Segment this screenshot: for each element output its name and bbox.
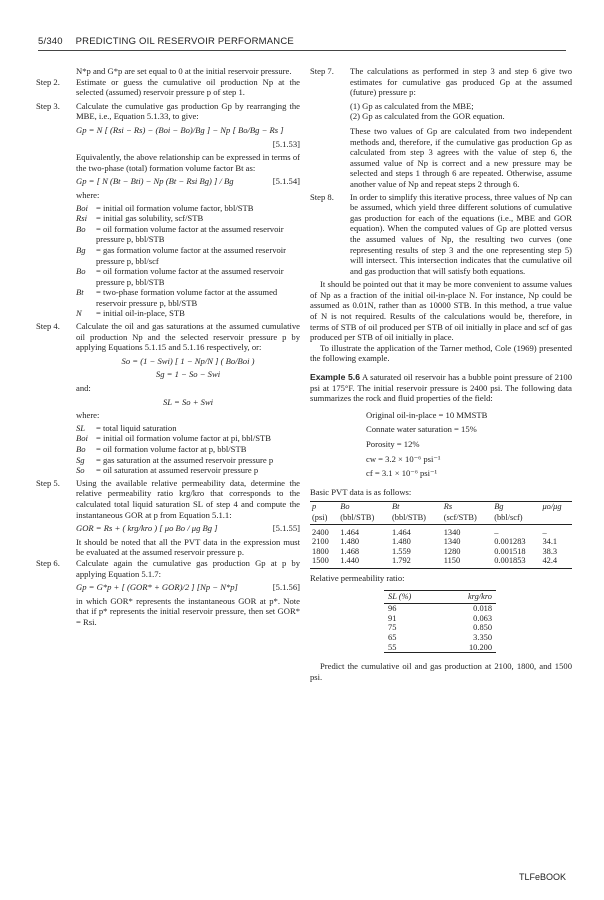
- closing-text: Predict the cumulative oil and gas production at 2100, 1800, and 1500 psi.: [310, 661, 572, 682]
- definition-text: = initial oil formation volume factor at pi, bbl/STB: [92, 433, 300, 444]
- definition-row: [76, 423, 300, 434]
- step-text: The calculations as performed in step 3 and step 6 give two estimates for cumulative gas produced Gp at the assumed (future) pressure p:: [350, 66, 572, 98]
- where-label: where:: [76, 189, 100, 200]
- definition-row: [76, 444, 300, 455]
- table-cell: 34.1: [542, 537, 558, 547]
- step-text: Calculate the oil and gas saturations at the assumed cumulative oil production Np and the selected reservoir pressure p by applying Equations 5.1.15 and 5.1.16 respectively, or:: [76, 321, 300, 353]
- definition-list-2: [76, 423, 300, 476]
- table-cell: 0.001283: [494, 537, 526, 547]
- relperm-table: [384, 590, 496, 654]
- column-header: Rs: [443, 502, 453, 512]
- column-header: Bo: [340, 502, 350, 512]
- table-row: [384, 633, 496, 643]
- pvt-table: [310, 501, 572, 569]
- pvt-note: It should be noted that all the PVT data in the expression must be evaluated at the assumed reservoir pressure p.: [76, 536, 300, 558]
- definition-text: = initial oil-in-place, STB: [92, 308, 300, 319]
- definition-text: = initial gas solubility, scf/STB: [92, 213, 300, 224]
- equation-text: SL = So + Swi: [162, 396, 214, 407]
- step-label: Step 6.: [36, 557, 60, 568]
- property-item: Connate water saturation = 15%: [366, 424, 477, 435]
- step-7-para: These two values of Gp are calculated from two independent methods and, therefore, if the cumulative gas production Gp as calculated from step 3 agrees with the value of step 6, the assumed value of Np is correct and a new pressure may be selected and steps 1 through 6 are repeated. Otherwise, assume another value of Np and repeat steps 2 through 6.: [350, 125, 572, 189]
- equation-sg: [36, 369, 300, 380]
- definition-symbol: Boi: [76, 433, 88, 444]
- definition-symbol: Bg: [76, 244, 86, 255]
- relperm-intro: Relative permeability ratio:: [310, 572, 405, 583]
- paragraph: It should be pointed out that it may be more convenient to assume values of Np as a fraction of the initial oil-in-place N. For instance, Np could be assumed as 0.01N, rather than as 10000 STB. In this method, a true value of N is not required. Results of the calculations would be, therefore, in terms of STB of oil produced per STB of oil initially in place and scf of gas produced per STB of oil initially in place.: [310, 279, 572, 343]
- equation-text: Sg = 1 − So − Swi: [155, 369, 221, 380]
- property-list: [366, 410, 572, 479]
- property-item: Original oil-in-place = 10 MMSTB: [366, 409, 488, 420]
- definition-row: [76, 287, 300, 308]
- table-cell: –: [494, 527, 499, 537]
- definition-text: = gas saturation at the assumed reservoir pressure p: [92, 455, 300, 466]
- definition-row: [76, 224, 300, 245]
- definition-symbol: Bt: [76, 287, 84, 298]
- table-cell: 1500: [310, 556, 338, 568]
- table-cell: 0.018: [473, 604, 492, 614]
- step-label: Step 8.: [310, 191, 334, 202]
- table-row: [384, 604, 496, 614]
- table-cell: 1.559: [392, 546, 411, 556]
- table-row: [384, 614, 496, 624]
- equation-text: GOR = Rs + ( krg/kro ) [ μo Bo / μg Bg ]: [76, 523, 218, 534]
- equivalence-text: Equivalently, the above relationship can be expressed in terms of the two-phase (total) formation volume factor Bt as:: [76, 152, 300, 173]
- definition-text: = two-phase formation volume factor at the assumed reservoir pressure p, bbl/STB: [92, 287, 300, 308]
- definition-text: = oil formation volume factor at the assumed reservoir pressure p, bbl/STB: [92, 266, 300, 287]
- equation-5-1-53: [36, 125, 300, 136]
- definition-symbol: Bo: [76, 444, 86, 454]
- definition-row: [76, 455, 300, 466]
- definition-symbol: N: [76, 308, 82, 319]
- table-header-row: [310, 502, 572, 513]
- table-cell: 55: [384, 643, 439, 653]
- definition-text: = oil formation volume factor at the assumed reservoir pressure p, bbl/STB: [92, 224, 300, 245]
- definition-text: = total liquid saturation: [92, 423, 300, 434]
- table-cell: 1.440: [338, 556, 390, 568]
- step-text: Using the available relative permeability data, determine the relative permeability ratio krg/kro that corresponds to the calculated total liquid saturation SL of step 4 and compute the instantaneous GOR at p from Equation 5.1.1:: [76, 477, 300, 520]
- definition-text: = initial oil formation volume factor, bbl/STB: [92, 203, 300, 214]
- table-cell: 0.850: [473, 623, 492, 633]
- step-label: Step 7.: [310, 66, 334, 76]
- column-unit: [540, 513, 572, 524]
- property-item: cf = 3.1 × 10⁻⁶ psi⁻¹: [366, 468, 438, 479]
- table-cell: 65: [388, 632, 397, 642]
- table-cell: 2400: [312, 527, 329, 537]
- equation-number-row: [36, 139, 300, 150]
- table-cell: 0.063: [473, 613, 492, 623]
- table-cell: 0.001853: [492, 556, 540, 568]
- step-label: Step 2.: [36, 76, 60, 87]
- step-label: Step 4.: [36, 321, 60, 332]
- table-body: [310, 524, 572, 568]
- equation-text: So = (1 − Swi) [ 1 − Np/N ] ( Bo/Boi ): [121, 355, 255, 366]
- column-unit: (bbl/scf): [494, 512, 523, 522]
- table-cell: 1280: [443, 546, 461, 556]
- table-cell: 75: [388, 623, 397, 633]
- table-cell: 38.3: [542, 546, 558, 556]
- list-item: (2) Gp as calculated from the GOR equation.: [350, 111, 505, 122]
- step-6: [36, 558, 300, 579]
- table-row: [310, 524, 572, 537]
- equation-so: [36, 356, 300, 367]
- definition-row: [76, 266, 300, 287]
- table-cell: 96: [388, 604, 397, 614]
- step-7: [310, 66, 572, 98]
- table-units-row: [310, 513, 572, 524]
- equation-text: Gp = N [ (Rsi − Rs) − (Boi − Bo)/Bg ] − Np [ Bo/Bg − Rs ]: [76, 124, 284, 135]
- definition-row: [76, 203, 300, 214]
- equation-number: [5.1.54]: [272, 176, 300, 187]
- table-cell: 1150: [442, 556, 492, 568]
- example-block: [310, 372, 572, 404]
- step-8: [310, 192, 572, 277]
- step-text: In order to simplify this iterative process, three values of Np can be assumed, which yield three different solutions of cumulative gas production for each of the equations (i.e., MBE and GOR equation). When the computed values of Gp are plotted versus the assumed values of Np, the resulting two curves (one representing results of step 3 and the one representing step 5) will intersect. This intersection indicates that the cumulative oil and gas production that will satisfy both equations.: [350, 191, 572, 276]
- definition-row: [76, 213, 300, 224]
- equation-sl: [36, 397, 300, 408]
- step-label: Step 3.: [36, 100, 60, 111]
- table-cell: 1.464: [340, 527, 360, 537]
- step-6-after: in which GOR* represents the instantaneous GOR at p*. Note that if p* represents the initial reservoir pressure, then set GOR* = Rsi.: [76, 595, 300, 627]
- equation-number: [5.1.55]: [272, 523, 300, 534]
- equation-number: [5.1.53]: [272, 138, 300, 149]
- footer-brand: TLFeBOOK: [518, 872, 566, 882]
- where-label: where:: [76, 410, 100, 421]
- table-cell: 91: [388, 613, 397, 623]
- table-cell: 3.350: [473, 632, 492, 642]
- equation-5-1-54: [36, 176, 300, 187]
- step-text: Estimate or guess the cumulative oil production Np at the selected (assumed) reservoir pressure p of step 1.: [76, 76, 300, 98]
- example-text: A saturated oil reservoir has a bubble point pressure of 2100 psi at 175°F. The initial reservoir pressure is 2400 psi. The following data summarizes the rock and fluid properties of the field:: [310, 372, 572, 404]
- definition-row: [76, 433, 300, 444]
- and-label: and:: [76, 383, 91, 394]
- table-cell: 1340: [443, 537, 461, 547]
- pvt-intro: Basic PVT data is as follows:: [310, 486, 412, 497]
- table-row: [384, 643, 496, 653]
- column-header: Bg: [494, 502, 504, 512]
- table-cell: 42.4: [540, 556, 572, 568]
- equation-text: Gp = G*p + [ (GOR* + GOR)/2 ] [Np − N*p]: [76, 582, 238, 593]
- step-5: [36, 478, 300, 520]
- definition-symbol: Rsi: [76, 213, 87, 224]
- running-header: [38, 36, 566, 51]
- table-cell: 1.480: [340, 537, 360, 547]
- table-row: [384, 623, 496, 633]
- definition-symbol: SL: [76, 422, 86, 433]
- definition-text: = oil formation volume factor at p, bbl/STB: [92, 444, 300, 455]
- step-text: Calculate the cumulative gas production Gp by rearranging the MBE, i.e., Equation 5.1.33, to give:: [76, 100, 300, 122]
- column-header: krg/kro: [467, 591, 492, 601]
- equation-text: Gp = [ N (Bt − Bti) − Np (Bt − Rsi Bg) ] / Bg: [76, 176, 234, 187]
- table-row: [310, 537, 572, 547]
- table-cell: 0.001518: [494, 546, 526, 556]
- paragraph: To illustrate the application of the Tarner method, Cole (1969) presented the following example.: [310, 342, 572, 364]
- example-title: Example 5.6: [310, 372, 360, 383]
- step-4: [36, 321, 300, 353]
- list-item: (1) Gp as calculated from the MBE;: [350, 100, 474, 111]
- column-unit: (bbl/STB): [392, 512, 426, 522]
- table-row: [310, 556, 572, 568]
- table-body: [384, 604, 496, 653]
- equation-5-1-56: [36, 582, 300, 593]
- column-header: SL (%): [388, 591, 412, 601]
- page-number: 5/340: [38, 36, 63, 47]
- column-header: μo/μg: [542, 502, 562, 512]
- right-column: [310, 66, 572, 682]
- column-header: p: [312, 502, 317, 512]
- intro-text: N*p and G*p are set equal to 0 at the initial reservoir pressure.: [76, 66, 292, 76]
- definition-row: [76, 465, 300, 476]
- definition-row: [76, 308, 300, 319]
- table-cell: 1.480: [392, 537, 411, 547]
- step-3: [36, 101, 300, 122]
- table-cell: 1.464: [392, 527, 411, 537]
- column-unit: (scf/STB): [443, 512, 477, 522]
- table-cell: 10.200: [439, 643, 496, 653]
- column-header: Bt: [392, 502, 400, 512]
- definition-symbol: Boi: [76, 202, 88, 213]
- definition-text: = gas formation volume factor at the assumed reservoir pressure p, bbl/scf: [92, 245, 300, 266]
- running-title: PREDICTING OIL RESERVOIR PERFORMANCE: [75, 36, 294, 47]
- property-item: Porosity = 12%: [366, 439, 420, 449]
- property-item: cw = 3.2 × 10⁻⁶ psi⁻¹: [366, 453, 441, 464]
- definition-symbol: Bo: [76, 223, 86, 234]
- column-unit: (bbl/STB): [340, 512, 375, 522]
- table-cell: 1800: [312, 546, 329, 556]
- table-cell: 1.468: [340, 546, 360, 556]
- definition-symbol: Sg: [76, 454, 85, 465]
- step-2: [36, 77, 300, 98]
- step-label: Step 5.: [36, 477, 60, 488]
- table-cell: 2100: [312, 537, 329, 547]
- step-7-list: [310, 101, 572, 122]
- left-column: [36, 66, 300, 628]
- table-cell: 1.792: [390, 556, 442, 568]
- equation-number: [5.1.56]: [272, 582, 300, 593]
- table-cell: –: [542, 527, 547, 537]
- definition-symbol: So: [76, 465, 85, 476]
- column-unit: (psi): [312, 512, 328, 522]
- definition-row: [76, 245, 300, 266]
- definition-symbol: Bo: [76, 266, 86, 277]
- table-row: [310, 547, 572, 557]
- equation-5-1-55: [36, 523, 300, 534]
- definition-text: = oil saturation at assumed reservoir pressure p: [92, 465, 300, 476]
- definition-list-1: [76, 203, 300, 320]
- table-cell: 1340: [443, 527, 461, 537]
- step-text: Calculate again the cumulative gas production Gp at p by applying Equation 5.1.7:: [76, 557, 300, 579]
